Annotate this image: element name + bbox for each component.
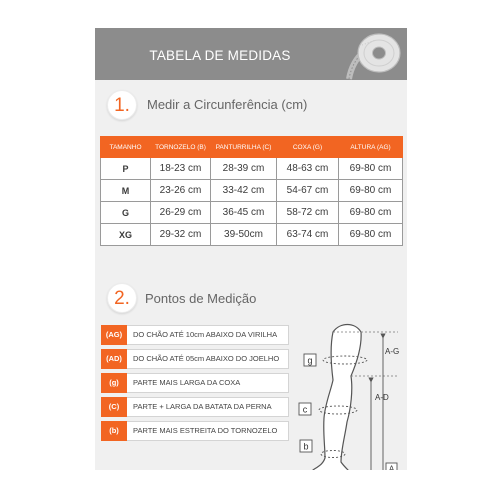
size-cell: XG (101, 224, 151, 246)
column-header: TAMANHO (101, 137, 151, 158)
table-cell: 69-80 cm (339, 202, 403, 224)
table-cell: 48-63 cm (277, 158, 339, 180)
label-b: b (303, 441, 309, 452)
point-code: (b) (101, 421, 127, 441)
table-cell: 69-80 cm (339, 158, 403, 180)
point-description: PARTE MAIS LARGA DA COXA (127, 373, 289, 393)
label-a: A (388, 464, 395, 474)
size-chart-card (95, 28, 407, 474)
table-cell: 23-26 cm (151, 180, 211, 202)
point-code: (AD) (101, 349, 127, 369)
table-cell: 69-80 cm (339, 180, 403, 202)
label-c: c (302, 404, 308, 415)
point-description: PARTE MAIS ESTREITA DO TORNOZELO (127, 421, 289, 441)
table-cell: 63-74 cm (277, 224, 339, 246)
list-item (101, 421, 289, 441)
list-item (101, 349, 289, 369)
step-2-badge: 2. (107, 283, 137, 313)
label-ad: A-D (375, 393, 389, 402)
table-row (101, 224, 403, 246)
leg-outline (311, 325, 361, 471)
header-bar (95, 28, 407, 80)
table-cell: 36-45 cm (211, 202, 277, 224)
table-row (101, 202, 403, 224)
table-cell: 18-23 cm (151, 158, 211, 180)
table-cell: 69-80 cm (339, 224, 403, 246)
column-header: COXA (G) (277, 137, 339, 158)
page-title: TABELA DE MEDIDAS (149, 48, 291, 63)
list-item (101, 325, 289, 345)
size-cell: P (101, 158, 151, 180)
leg-diagram (293, 318, 405, 474)
list-item (101, 397, 289, 417)
point-description: PARTE + LARGA DA BATATA DA PERNA (127, 397, 289, 417)
section-2-title: Pontos de Medição (145, 291, 257, 306)
point-code: (C) (101, 397, 127, 417)
table-header-row (101, 137, 403, 158)
table-cell: 28-39 cm (211, 158, 277, 180)
table-cell: 54-67 cm (277, 180, 339, 202)
table-row (101, 180, 403, 202)
column-header: TORNOZELO (B) (151, 137, 211, 158)
size-cell: G (101, 202, 151, 224)
point-description: DO CHÃO ATÉ 05cm ABAIXO DO JOELHO (127, 349, 289, 369)
table-cell: 39-50cm (211, 224, 277, 246)
label-ag: A-G (385, 347, 400, 356)
table-cell: 33-42 cm (211, 180, 277, 202)
column-header: PANTURRILHA (C) (211, 137, 277, 158)
table-cell: 29-32 cm (151, 224, 211, 246)
measuring-tape-icon (343, 31, 405, 81)
size-table (100, 136, 403, 246)
point-description: DO CHÃO ATÉ 10cm ABAIXO DA VIRILHA (127, 325, 289, 345)
point-code: (AG) (101, 325, 127, 345)
label-g: g (307, 355, 313, 366)
measurement-points-list (101, 325, 289, 445)
section-1-title: Medir a Circunferência (cm) (147, 97, 308, 112)
point-code: (g) (101, 373, 127, 393)
table-cell: 26-29 cm (151, 202, 211, 224)
step-1-badge: 1. (107, 90, 137, 120)
list-item (101, 373, 289, 393)
table-row (101, 158, 403, 180)
table-cell: 58-72 cm (277, 202, 339, 224)
column-header: ALTURA (AG) (339, 137, 403, 158)
size-cell: M (101, 180, 151, 202)
